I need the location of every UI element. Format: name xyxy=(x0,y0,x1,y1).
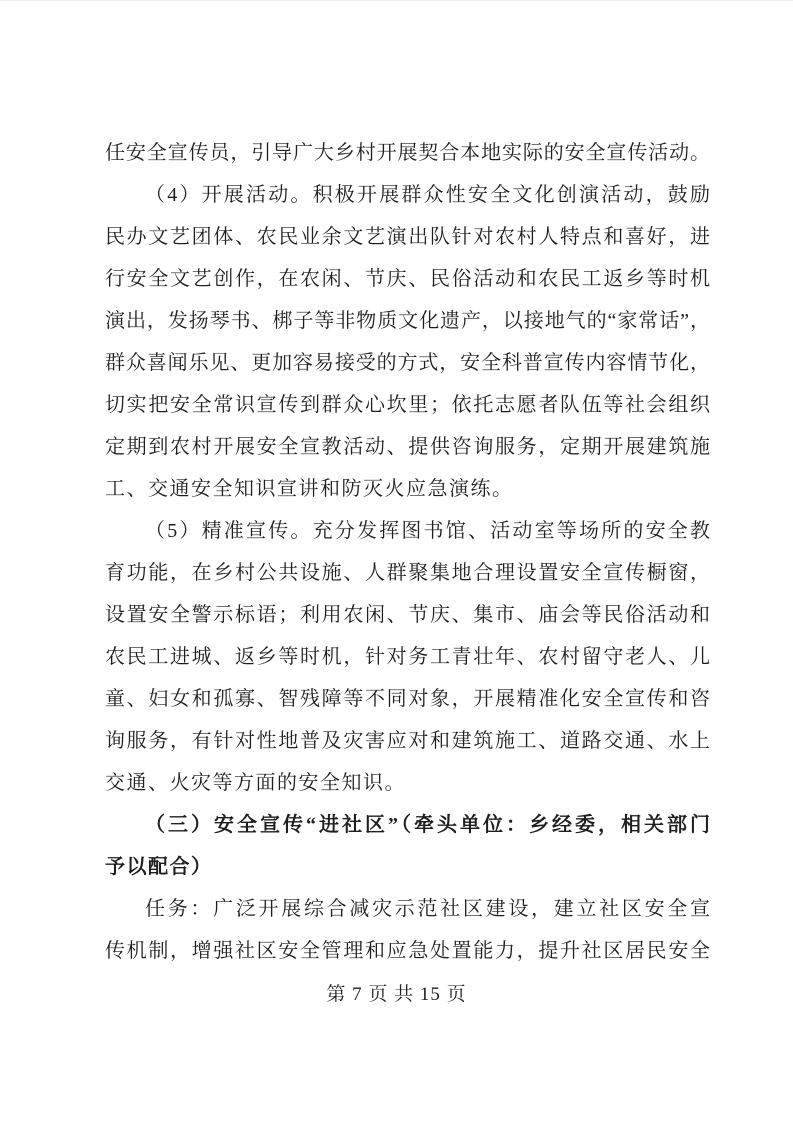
text-line: （4）开展活动。积极开展群众性安全文化创演活动，鼓励 xyxy=(145,184,710,206)
section-heading-line: 予以配合） xyxy=(105,856,213,878)
document-body xyxy=(105,132,710,972)
text-line: 任务：广泛开展综合减灾示范社区建设，建立社区安全宣 xyxy=(145,898,710,920)
text-line: 设置安全警示标语；利用农闲、节庆、集市、庙会等民俗活动和 xyxy=(105,604,710,626)
text-line: 切实把安全常识宣传到群众心坎里；依托志愿者队伍等社会组织 xyxy=(105,394,710,416)
text-line: 群众喜闻乐见、更加容易接受的方式，安全科普宣传内容情节化， xyxy=(105,352,710,374)
text-line: 农民工进城、返乡等时机，针对务工青壮年、农村留守老人、儿 xyxy=(105,646,710,668)
text-line: 民办文艺团体、农民业余文艺演出队针对农村人特点和喜好，进 xyxy=(105,226,710,248)
text-line: 演出，发扬琴书、梆子等非物质文化遗产，以接地气的“家常话”， xyxy=(105,310,710,332)
page-footer xyxy=(0,980,793,1010)
text-line: 行安全文艺创作，在农闲、节庆、民俗活动和农民工返乡等时机 xyxy=(105,268,710,290)
text-line: 育功能，在乡村公共设施、人群聚集地合理设置安全宣传橱窗， xyxy=(105,562,710,584)
text-line: 交通、火灾等方面的安全知识。 xyxy=(105,772,406,794)
text-line: 传机制，增强社区安全管理和应急处置能力，提升社区居民安全 xyxy=(105,940,710,962)
text-line: 定期到农村开展安全宣教活动、提供咨询服务，定期开展建筑施 xyxy=(105,436,710,458)
text-line: 询服务，有针对性地普及灾害应对和建筑施工、道路交通、水上 xyxy=(105,730,710,752)
text-line: 童、妇女和孤寡、智残障等不同对象，开展精准化安全宣传和咨 xyxy=(105,688,710,710)
text-line: （5）精准宣传。充分发挥图书馆、活动室等场所的安全教 xyxy=(145,520,710,542)
section-heading-line: （三）安全宣传“进社区”（牵头单位：乡经委，相关部门 xyxy=(145,814,710,836)
text-line: 工、交通安全知识宣讲和防灭火应急演练。 xyxy=(105,478,514,500)
page-number-label: 第 7 页 共 15 页 xyxy=(326,984,467,1005)
text-line: 任安全宣传员，引导广大乡村开展契合本地实际的安全宣传活动。 xyxy=(105,142,710,164)
